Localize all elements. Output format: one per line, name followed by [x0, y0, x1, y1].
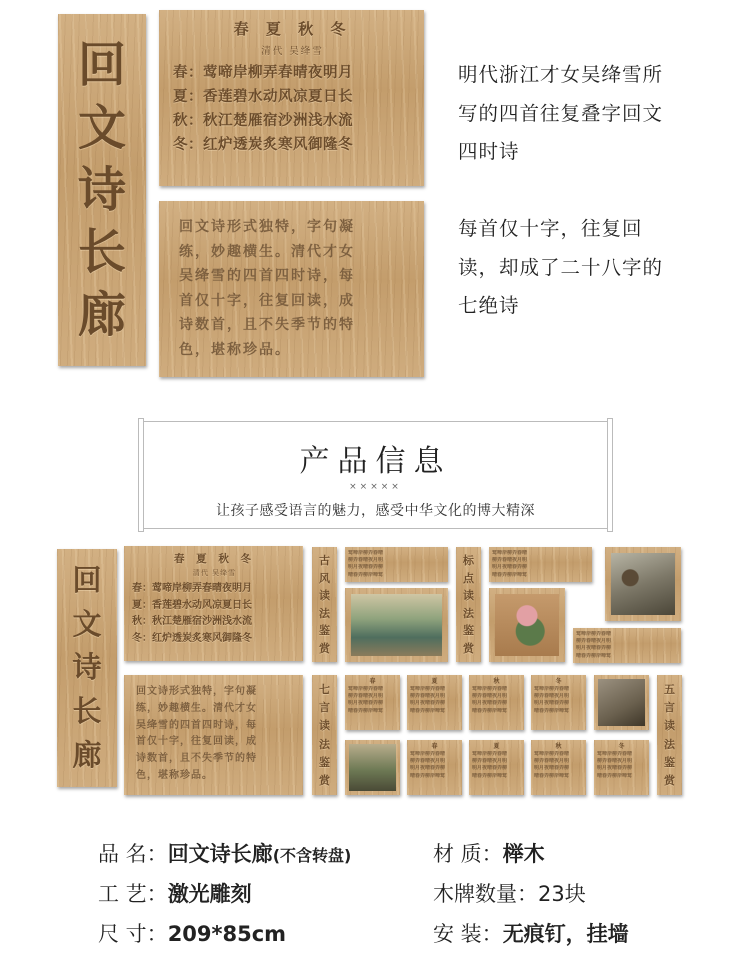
tile-line: 晴春弄柳岸啼莺: [472, 772, 508, 779]
spec-label: 尺 寸：: [98, 922, 168, 946]
tile-line: 柳弄春晴夜月明: [534, 758, 570, 765]
poem-title: 春 夏 秋 冬: [174, 553, 255, 565]
collage-poem-board: [124, 546, 303, 661]
decorative-dots: ×××××: [349, 482, 402, 492]
label-char: 赏: [319, 774, 330, 788]
tile-line: 莺啼岸柳弄春晴: [410, 751, 446, 757]
intro-line: 回文诗形式独特，字句凝: [179, 219, 355, 235]
label-gufeng: [312, 547, 337, 662]
tile-line: 晴春弄柳岸啼莺: [492, 571, 528, 578]
tile-line: 晴春弄柳岸啼莺: [534, 772, 570, 779]
section-title: 产品信息: [299, 444, 452, 479]
title-char: 诗: [72, 650, 102, 685]
painting-tree: [345, 740, 400, 795]
season-char: 春: [431, 743, 438, 750]
tile-line: 莺啼岸柳弄春晴: [410, 686, 446, 692]
tile-line: 莺啼岸柳弄春晴: [472, 686, 508, 692]
label-char: 读: [319, 589, 330, 603]
label-wuyan: [657, 675, 682, 795]
label-char: 赏: [463, 641, 474, 655]
label-char: 法: [319, 606, 330, 620]
title-char: 诗: [77, 161, 126, 218]
season-tile-summer: [407, 675, 462, 730]
intro-line: 色，堪称珍品。: [179, 341, 291, 358]
side-line: 四时诗: [458, 140, 520, 163]
title-char: 回: [72, 563, 102, 598]
label-char: 风: [319, 571, 330, 585]
painting-landscape: [345, 588, 448, 662]
tile-line: 莺啼岸柳弄春晴: [576, 631, 612, 637]
tile-line: 莺啼岸柳弄春晴: [472, 751, 508, 757]
spec-craft: [98, 878, 252, 908]
spec-count: [433, 878, 586, 908]
season-char: 夏: [493, 743, 500, 750]
tile-line: 柳弄春晴夜月明: [472, 693, 508, 700]
text-tile: [345, 547, 448, 582]
spec-material: [433, 838, 545, 868]
tile-line: 明月夜晴春弄柳: [472, 700, 508, 707]
season-char: 夏: [431, 678, 438, 685]
side-line: 每首仅十字，往复回: [458, 217, 643, 240]
label-char: 读: [664, 719, 675, 733]
label-char: 点: [463, 571, 474, 585]
spec-label: 木牌数量：: [433, 882, 538, 906]
tile-line: 明月夜晴春弄柳: [534, 765, 570, 772]
poem-author: 清代 吴绛雪: [192, 569, 237, 577]
tile-line: 莺啼岸柳弄春晴: [348, 550, 384, 556]
spec-label: 安 装：: [433, 922, 503, 946]
label-char: 读: [463, 589, 474, 603]
poem-line: 春：莺啼岸柳弄春晴夜明月: [132, 583, 252, 594]
side-line: 七绝诗: [458, 294, 520, 317]
label-char: 言: [664, 700, 675, 714]
tile-line: 柳弄春晴夜月明: [534, 693, 570, 700]
season-tile-winter-2: [594, 740, 649, 795]
title-char: 廊: [72, 737, 102, 772]
spec-size: [98, 918, 286, 948]
tile-line: 莺啼岸柳弄春晴: [348, 686, 384, 692]
label-char: 鉴: [664, 755, 675, 769]
title-char: 文: [72, 606, 102, 641]
poem-line: 夏：香莲碧水动风凉夏日长: [132, 599, 252, 611]
tile-line: 晴春弄柳岸啼莺: [348, 707, 384, 714]
intro-board: [159, 201, 424, 377]
spec-value: 无痕钉，挂墙: [502, 922, 629, 946]
intro-line: 色，堪称珍品。: [136, 769, 213, 781]
season-char: 春: [369, 678, 376, 685]
spec-label: 工 艺：: [98, 882, 168, 906]
tile-line: 晴春弄柳岸啼莺: [472, 707, 508, 714]
tile-line: 莺啼岸柳弄春晴: [534, 686, 570, 692]
tile-line: 柳弄春晴夜月明: [410, 693, 446, 700]
tile-line: 晴春弄柳岸啼莺: [348, 571, 384, 578]
season-tile-spring: [345, 675, 400, 730]
poem-line: 冬：红炉透炭炙寒风御隆冬: [132, 632, 252, 644]
side-description-2: [458, 210, 718, 326]
intro-line: 吴绛雪的四首四时诗，每: [136, 719, 257, 731]
label-char: 古: [319, 554, 330, 568]
label-char: 赏: [664, 774, 675, 788]
tile-line: 柳弄春晴夜月明: [348, 557, 384, 564]
poem-author: 清代 吴绛雪: [261, 46, 324, 57]
tile-line: 晴春弄柳岸啼莺: [410, 707, 446, 714]
tile-line: 柳弄春晴夜月明: [472, 758, 508, 765]
side-line: 写的四首往复叠字回文: [458, 101, 664, 125]
spec-note: (不含转盘): [272, 846, 352, 865]
poem-title: 春 夏 秋 冬: [233, 20, 352, 38]
spec-label: 品 名：: [98, 842, 168, 866]
tile-line: 明月夜晴春弄柳: [348, 564, 384, 571]
label-char: 法: [463, 606, 474, 620]
intro-line: 诗数首，且不失季节的特: [136, 753, 257, 765]
tile-line: 晴春弄柳岸啼莺: [597, 772, 633, 779]
text-tile: [489, 547, 592, 582]
intro-line: 首仅十字，往复回读，成: [136, 736, 257, 748]
poem-line: 秋：秋江楚雁宿沙洲浅水流: [173, 113, 353, 129]
intro-line: 练，妙趣横生。清代才女: [179, 243, 355, 260]
intro-line: 练，妙趣横生。清代才女: [136, 702, 257, 714]
label-qiyan: [312, 675, 337, 795]
intro-line: 吴绛雪的四首四时诗，每: [179, 268, 355, 284]
title-char: 长: [72, 694, 102, 729]
tile-line: 柳弄春晴夜月明: [576, 638, 612, 645]
tile-line: 明月夜晴春弄柳: [534, 700, 570, 707]
title-char: 回: [77, 37, 126, 94]
season-tile-summer-2: [469, 740, 524, 795]
label-char: 读: [319, 719, 330, 733]
tile-line: 莺啼岸柳弄春晴: [492, 550, 528, 556]
label-biaodian: [456, 547, 481, 662]
spec-install: [433, 918, 629, 948]
label-char: 鉴: [463, 624, 474, 638]
side-description-1: [458, 56, 718, 172]
painting-horse: [594, 675, 649, 730]
poem-line: 秋：秋江楚雁宿沙洲浅水流: [132, 616, 252, 627]
tile-line: 晴春弄柳岸啼莺: [410, 772, 446, 779]
intro-line: 首仅十字，往复回读，成: [179, 292, 355, 309]
tile-line: 柳弄春晴夜月明: [597, 758, 633, 765]
label-char: 言: [319, 700, 330, 714]
spec-value: 209*85cm: [167, 922, 287, 946]
tile-line: 明月夜晴春弄柳: [410, 700, 446, 707]
title-board: [58, 14, 146, 366]
intro-line: 回文诗形式独特，字句凝: [136, 686, 257, 697]
spec-label: 材 质：: [433, 842, 503, 866]
title-char: 廊: [77, 286, 126, 343]
label-char: 七: [319, 682, 330, 696]
season-char: 秋: [493, 678, 500, 685]
poem-line: 冬：红炉透炭炙寒风御隆冬: [173, 137, 353, 153]
season-tile-winter: [531, 675, 586, 730]
tile-line: 明月夜晴春弄柳: [492, 564, 528, 571]
tile-line: 莺啼岸柳弄春晴: [534, 751, 570, 757]
spec-value: 榉木: [502, 842, 545, 866]
tile-line: 柳弄春晴夜月明: [410, 758, 446, 765]
label-char: 五: [664, 682, 675, 696]
tile-line: 柳弄春晴夜月明: [492, 557, 528, 564]
poem-line: 春：莺啼岸柳弄春晴夜明月: [173, 65, 353, 81]
title-char: 长: [77, 224, 126, 281]
collage-intro-board: [124, 675, 303, 795]
spec-name: [98, 838, 351, 868]
season-tile-spring-2: [407, 740, 462, 795]
label-char: 鉴: [319, 624, 330, 638]
spec-value: 激光雕刻: [167, 882, 252, 906]
poem-line: 夏：香莲碧水动风凉夏日长: [173, 89, 353, 105]
tile-line: 晴春弄柳岸啼莺: [576, 652, 612, 659]
tile-line: 晴春弄柳岸啼莺: [534, 707, 570, 714]
tile-line: 明月夜晴春弄柳: [410, 765, 446, 772]
text-tile: [573, 628, 681, 663]
season-char: 秋: [555, 743, 562, 750]
season-tile-autumn-2: [531, 740, 586, 795]
tile-line: 明月夜晴春弄柳: [472, 765, 508, 772]
tile-line: 明月夜晴春弄柳: [597, 765, 633, 772]
painting-winter: [605, 547, 681, 621]
tile-line: 柳弄春晴夜月明: [348, 693, 384, 700]
spec-value: 回文诗长廊: [167, 842, 273, 866]
tile-line: 明月夜晴春弄柳: [576, 645, 612, 652]
spec-value: 23块: [538, 882, 586, 906]
label-char: 标: [463, 554, 474, 568]
collage-title-board: [57, 549, 117, 787]
season-char: 冬: [555, 678, 562, 685]
label-char: 法: [319, 737, 330, 751]
season-tile-autumn: [469, 675, 524, 730]
side-line: 读，却成了二十八字的: [458, 255, 664, 279]
label-char: 赏: [319, 641, 330, 655]
title-char: 文: [77, 99, 126, 156]
side-line: 明代浙江才女吴绛雪所: [458, 63, 664, 86]
tile-line: 明月夜晴春弄柳: [348, 700, 384, 707]
poem-board: [159, 10, 424, 186]
section-subtitle: 让孩子感受语言的魅力，感受中华文化的博大精深: [216, 503, 535, 519]
tile-line: 莺啼岸柳弄春晴: [597, 751, 633, 757]
painting-lotus: [489, 588, 565, 662]
season-char: 冬: [618, 743, 625, 750]
label-char: 法: [664, 737, 675, 751]
intro-line: 诗数首，且不失季节的特: [179, 317, 355, 333]
label-char: 鉴: [319, 755, 330, 769]
